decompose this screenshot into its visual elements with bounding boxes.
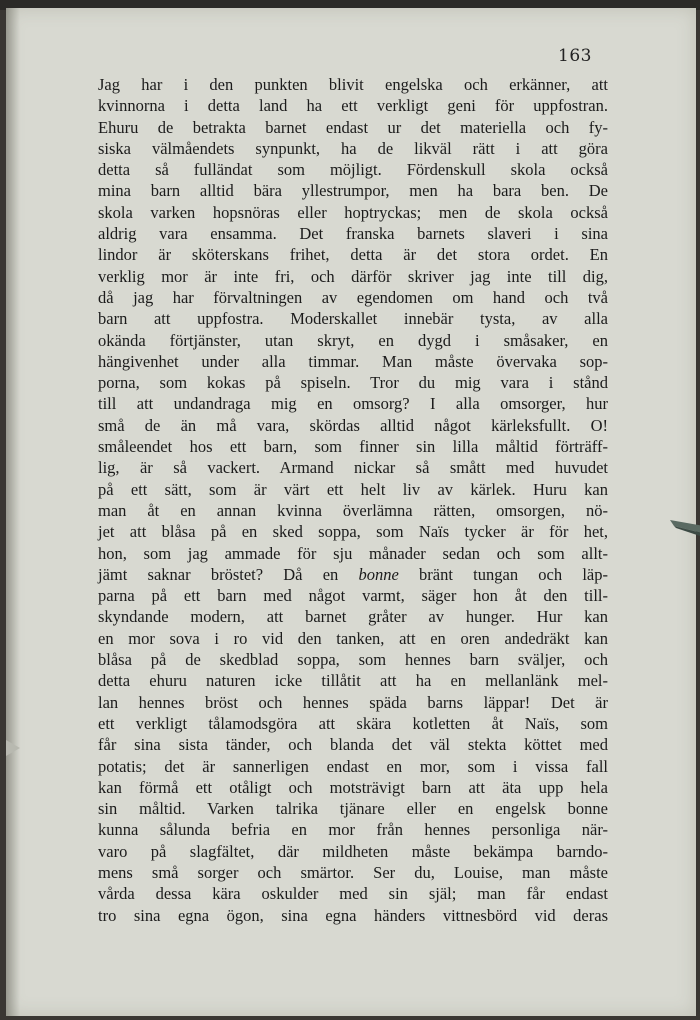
- text-line: vårda dessa kära oskulder med sin själ; man får endast: [98, 884, 608, 904]
- page-clip-mark-icon: [6, 736, 22, 760]
- text-line: Ehuru de betrakta barnet endast ur det materiella och fy-: [98, 117, 608, 137]
- text-line: tro sina egna ögon, sina egna händers vittnesbörd vid deras: [98, 905, 608, 925]
- text-line: kan förmå ett otåligt och motsträvigt barn att äta upp hela: [98, 777, 608, 797]
- text-line: porna, som kokas på spiseln. Tror du mig vara i stånd: [98, 373, 608, 393]
- page-number: 163: [558, 46, 592, 66]
- book-page: [6, 8, 696, 1016]
- text-line: då jag har förvaltningen av egendomen om hand och två: [98, 287, 608, 307]
- gutter-shadow: [6, 8, 20, 1016]
- text-line: småleendet hos ett barn, som finner sin lilla måltid förträff-: [98, 437, 608, 457]
- text-line: Jag har i den punkten blivit engelska och erkänner, att: [98, 75, 608, 94]
- text-line: man åt en annan kvinna överlämna rätten, omsorgen, nö-: [98, 500, 608, 520]
- text-line: jämt saknar bröstet? Då en bonne bränt tungan och läp-: [98, 564, 608, 584]
- body-text: [98, 74, 608, 926]
- text-line: på ett sätt, som är värt ett helt liv av kärlek. Huru kan: [98, 479, 608, 499]
- text-line: lan hennes bröst och hennes späda barns läppar! Det är: [98, 692, 608, 712]
- text-line: kunna sålunda befria en mor från hennes personliga när-: [98, 820, 608, 840]
- text-line: får sina sista tänder, och blanda det väl stekta köttet med: [98, 735, 608, 755]
- text-line: sin måltid. Varken talrika tjänare eller en engelsk bonne: [98, 799, 608, 819]
- bookmark-ribbon-icon: [670, 516, 700, 538]
- text-line: kvinnorna i detta land ha ett verkligt geni för uppfostran.: [98, 96, 608, 116]
- text-line: siska välmåendets synpunkt, ha de likväl rätt i att göra: [98, 138, 608, 158]
- text-line: hängivenhet under alla timmar. Man måste övervaka sop-: [98, 351, 608, 371]
- italic-word: bonne: [358, 564, 399, 584]
- text-line: hon, som jag ammade för sju månader sedan och som allt-: [98, 543, 608, 563]
- text-line: varo på slagfältet, där mildheten måste bekämpa barndo-: [98, 841, 608, 861]
- text-line: till att undandraga mig en omsorg? I alla omsorger, hur: [98, 394, 608, 414]
- text-line: okända förtjänster, utan skryt, en dygd i småsaker, en: [98, 330, 608, 350]
- text-line: parna på ett barn med något varmt, säger hon åt den till-: [98, 586, 608, 606]
- text-line: jet att blåsa på en sked soppa, som Naïs tycker är för het,: [98, 522, 608, 542]
- text-line: blåsa på de skedblad soppa, som hennes barn sväljer, och: [98, 650, 608, 670]
- text-line: mens små sorger och smärtor. Ser du, Louise, man måste: [98, 862, 608, 882]
- text-line: verklig mor är inte fri, och därför skriver jag inte till dig,: [98, 266, 608, 286]
- text-line: en mor sova i ro vid den tanken, att en oren andedräkt kan: [98, 628, 608, 648]
- text-line: lindor är sköterskans frihet, detta är det stora ordet. En: [98, 245, 608, 265]
- text-line: lig, är så vackert. Armand nickar så smått med huvudet: [98, 458, 608, 478]
- text-line: potatis; det är sannerligen endast en mor, som i vissa fall: [98, 756, 608, 776]
- text-line: mina barn alltid bära yllestrumpor, men ha bara ben. De: [98, 181, 608, 201]
- text-line: skyndande modern, att barnet gråter av hunger. Hur kan: [98, 607, 608, 627]
- text-line: små de än må vara, skördas alltid något kärleksfullt. O!: [98, 415, 608, 435]
- text-line: detta ehuru naturen icke tillåtit att ha en mellanlänk mel-: [98, 671, 608, 691]
- text-line: detta så fulländat som möjligt. Fördenskull skola också: [98, 160, 608, 180]
- text-line: aldrig vara ensamma. Det franska barnets slaveri i sina: [98, 224, 608, 244]
- text-line: ett verkligt tålamodsgöra att skära kotletten åt Naïs, som: [98, 713, 608, 733]
- text-line: skola varken hopsnöras eller hoptryckas; men de skola också: [98, 202, 608, 222]
- text-line: barn att uppfostra. Moderskallet innebär tysta, av alla: [98, 309, 608, 329]
